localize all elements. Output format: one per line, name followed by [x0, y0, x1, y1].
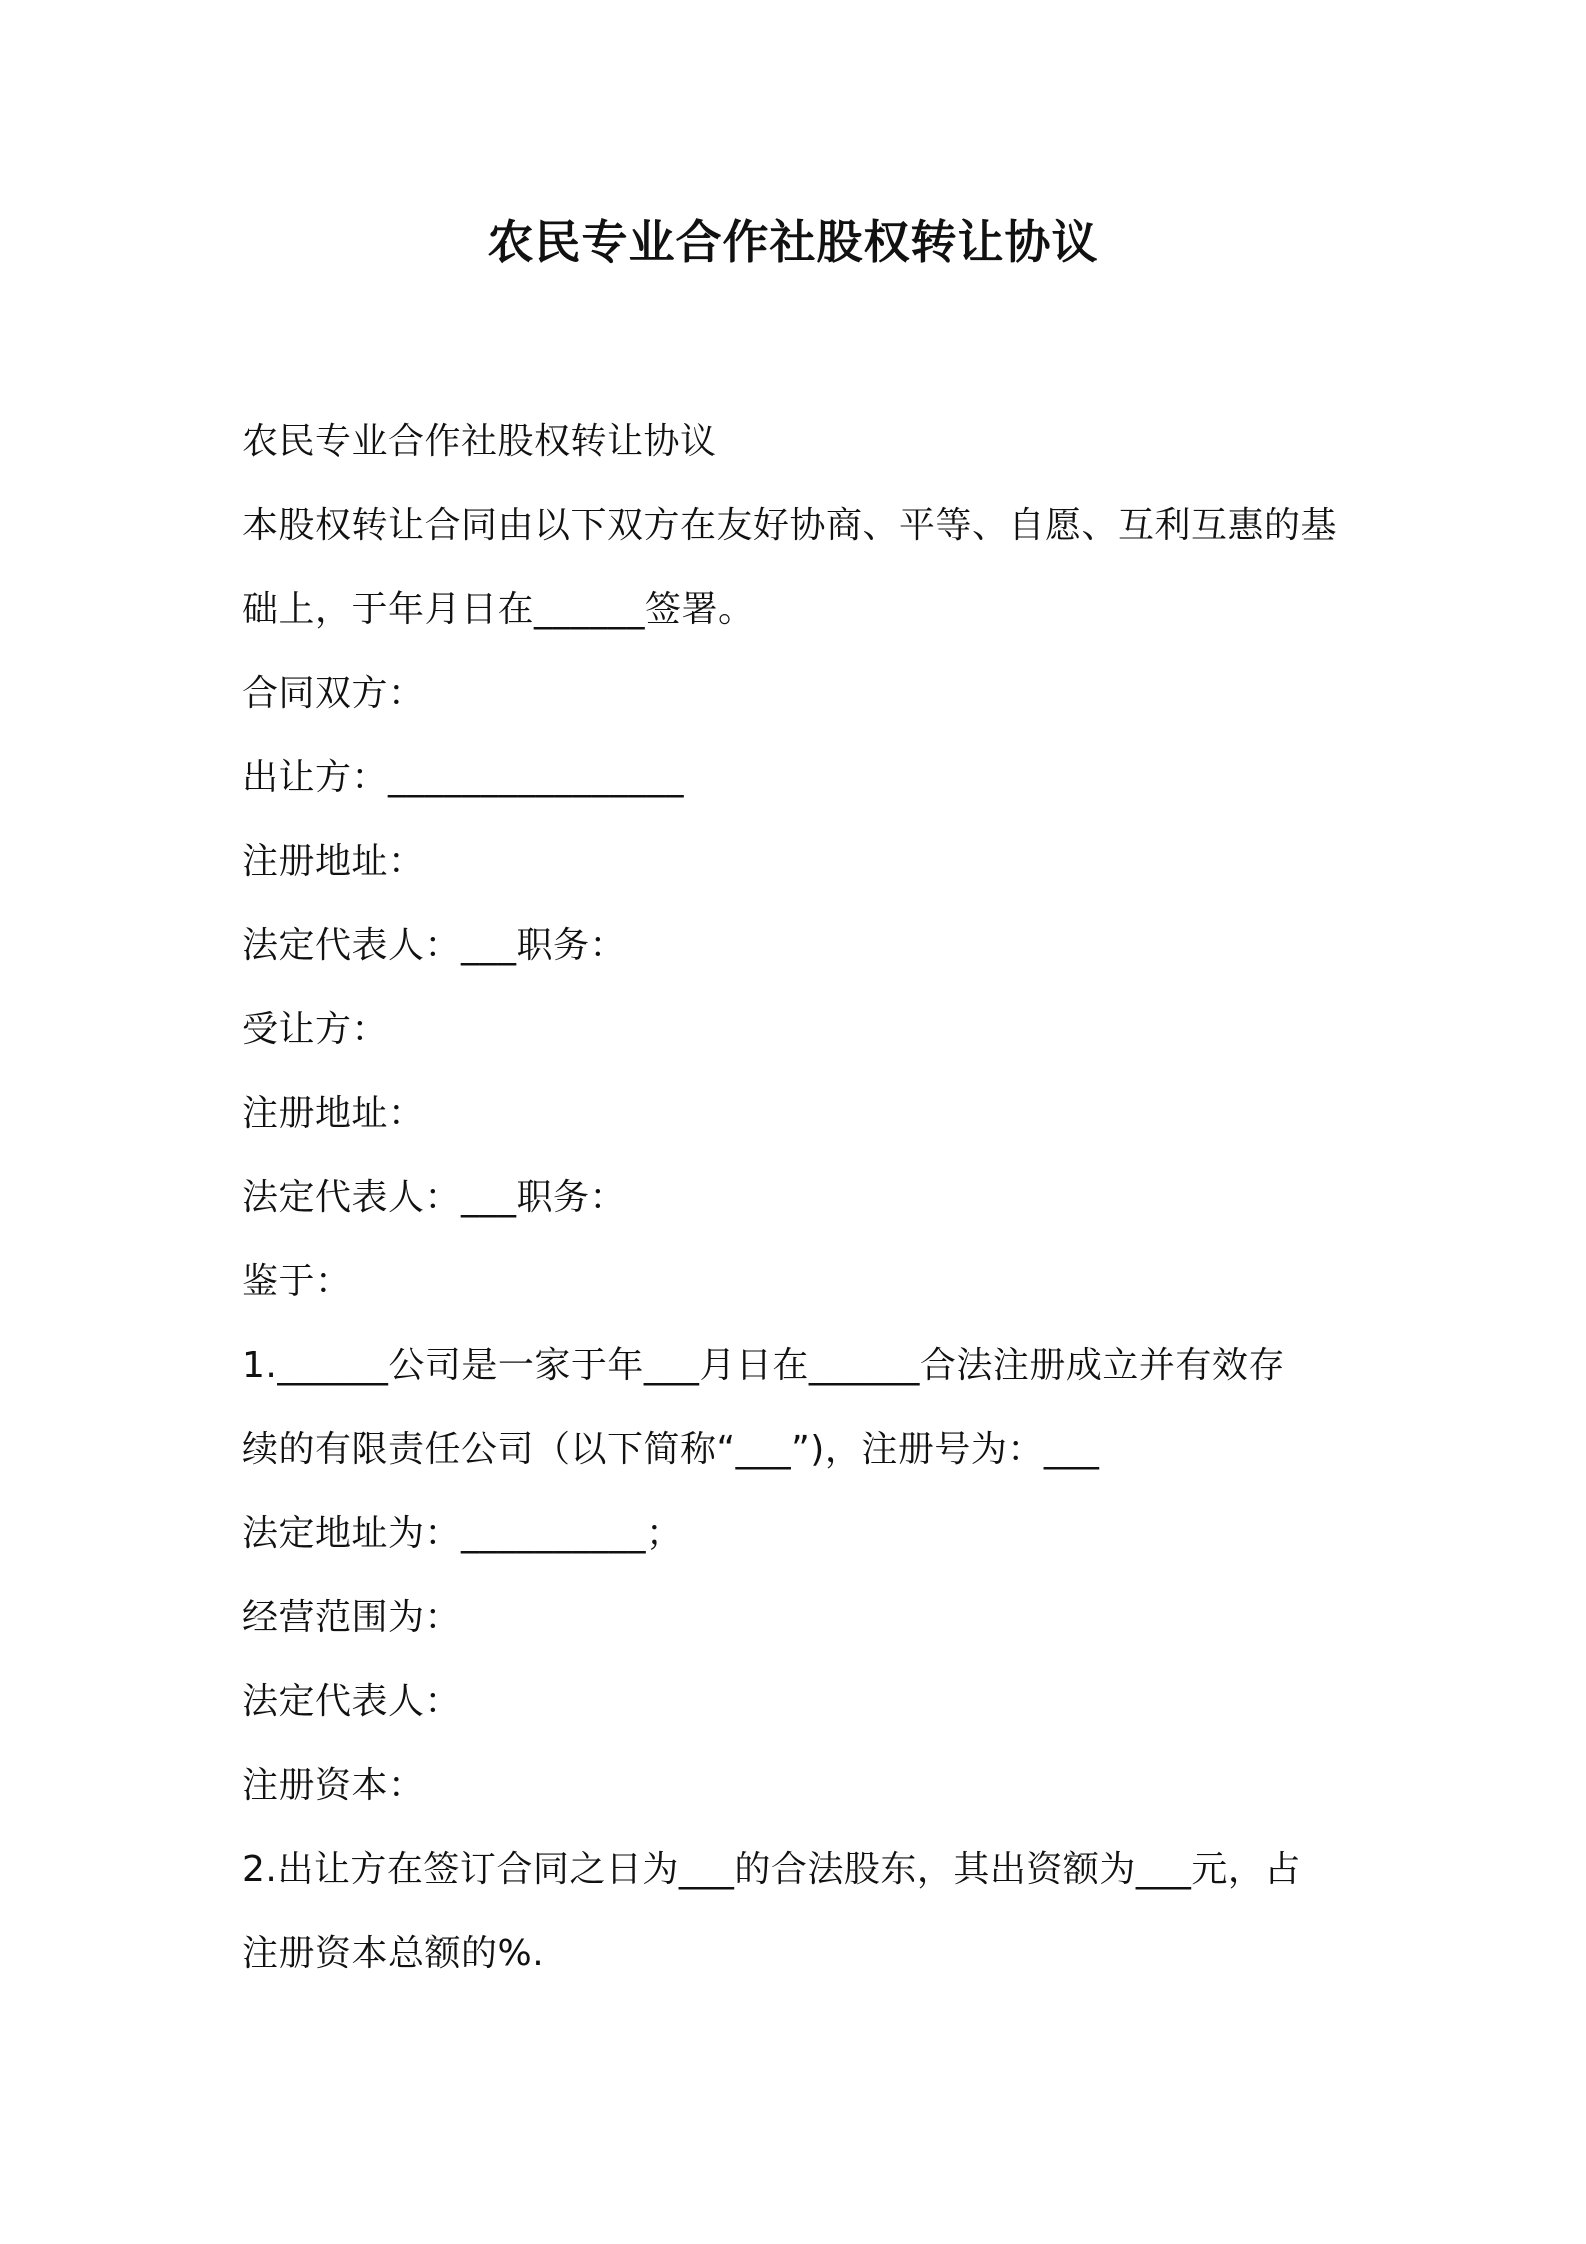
clause-2-line-2: 注册资本总额的%.: [242, 1933, 545, 1974]
legal-address-line: 法定地址为：__________；: [242, 1513, 683, 1554]
preamble-line-1: 本股权转让合同由以下双方在友好协商、平等、自愿、互利互惠的基: [242, 505, 1338, 546]
subtitle-line: 农民专业合作社股权转让协议: [242, 421, 717, 462]
clause-2-line-1: 2.出让方在签订合同之日为___的合法股东，其出资额为___元，占: [242, 1849, 1301, 1890]
registered-capital-line: 注册资本：: [242, 1765, 425, 1806]
parties-heading: 合同双方：: [242, 673, 425, 714]
preamble-line-2: 础上，于年月日在______签署。: [242, 589, 755, 630]
whereas-heading: 鉴于：: [242, 1261, 352, 1302]
transferor-representative-line: 法定代表人：___职务：: [242, 925, 627, 966]
company-representative-line: 法定代表人：: [242, 1681, 462, 1722]
transferee-address-line: 注册地址：: [242, 1093, 425, 1134]
document-body: [242, 400, 1362, 1996]
transferee-line: 受让方：: [242, 1009, 389, 1050]
business-scope-line: 经营范围为：: [242, 1597, 462, 1638]
transferor-line: 出让方：________________: [242, 757, 685, 798]
clause-1-line-2: 续的有限责任公司（以下简称“___”)，注册号为：___: [242, 1429, 1100, 1470]
transferor-address-line: 注册地址：: [242, 841, 425, 882]
document-title: 农民专业合作社股权转让协议: [487, 215, 1099, 269]
clause-1-line-1: 1.______公司是一家于年___月日在______合法注册成立并有效存: [242, 1345, 1285, 1386]
transferee-representative-line: 法定代表人：___职务：: [242, 1177, 627, 1218]
